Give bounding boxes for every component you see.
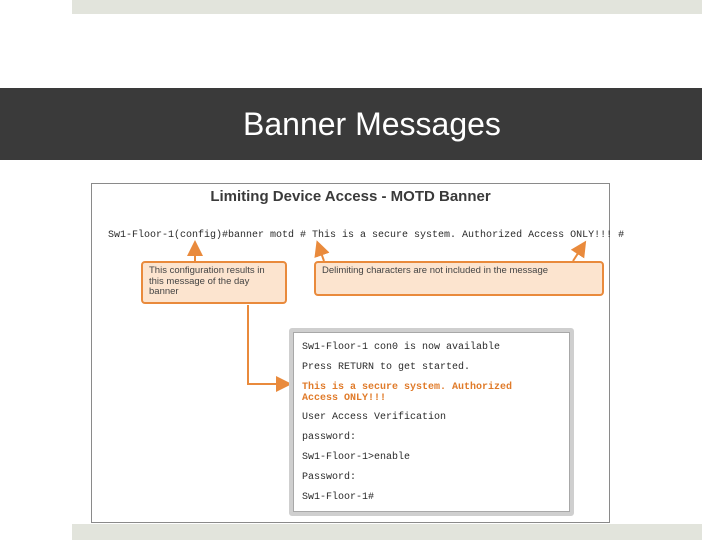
- terminal-line: Press RETURN to get started.: [302, 362, 471, 373]
- terminal-line: Sw1-Floor-1 con0 is now available: [302, 342, 501, 353]
- terminal-line: User Access Verification: [302, 412, 447, 423]
- motd-banner-figure: [91, 183, 625, 523]
- terminal-line: Sw1-Floor-1>enable: [302, 452, 411, 463]
- callout-left-text: This configuration results in this message of the day banner: [149, 265, 265, 297]
- terminal-output: [289, 328, 574, 516]
- terminal-line: Password:: [302, 472, 357, 483]
- arrow-to-second-delimiter: [573, 244, 584, 261]
- terminal-line: Sw1-Floor-1#: [302, 492, 375, 503]
- callout-right-text: Delimiting characters are not included in the message: [322, 265, 549, 276]
- slide-title: Banner Messages: [243, 106, 501, 142]
- arrow-to-terminal: [248, 305, 288, 384]
- top-decor-strip: [72, 0, 702, 14]
- terminal-banner-line: This is a secure system. Authorized: [302, 382, 513, 393]
- title-band: [0, 88, 702, 160]
- bottom-decor-strip: [72, 524, 702, 540]
- terminal-banner-line: Access ONLY!!!: [302, 393, 387, 404]
- banner-command-line: Sw1-Floor-1(config)#banner motd # This is a secure system. Authorized Access ONLY!!! #: [108, 230, 625, 241]
- arrow-to-first-delimiter: [318, 244, 324, 261]
- terminal-line: password:: [302, 432, 357, 443]
- figure-title: Limiting Device Access - MOTD Banner: [210, 188, 491, 205]
